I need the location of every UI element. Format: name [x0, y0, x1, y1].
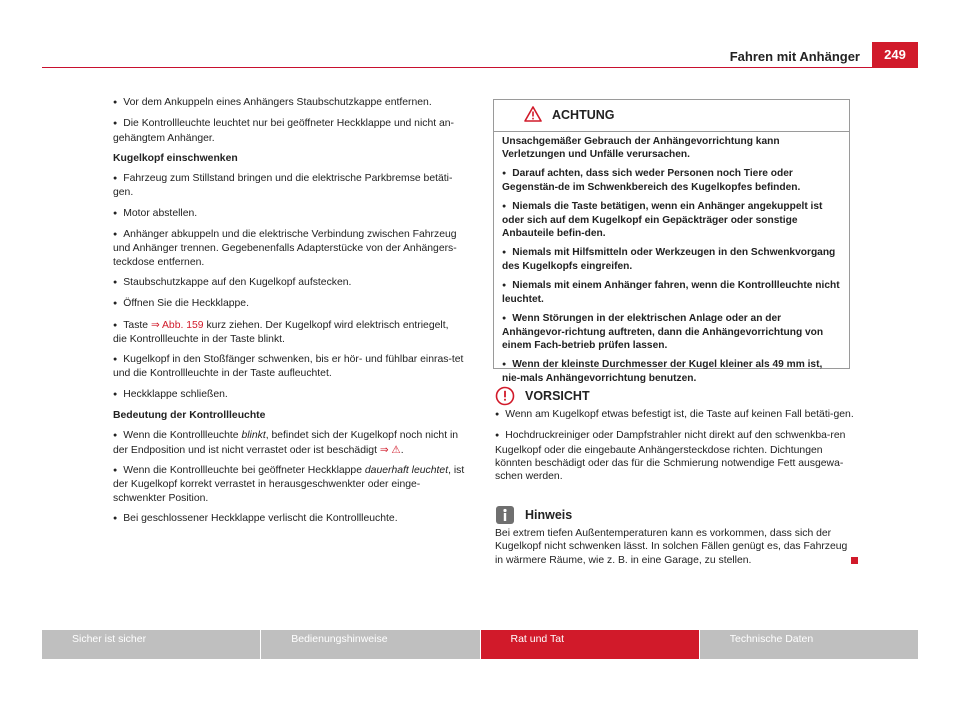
list-item: ● Die Kontrollleuchte leuchtet nur bei geöffneter Heckklappe und nicht an-gehängtem Anhänger. [113, 117, 465, 145]
list-item: ● Hochdruckreiniger oder Dampfstrahler nicht direkt auf den schwenkba-ren Kugelkopf oder die eingebaute Anhängersteckdose richten. Dichtungen könnten beschädigt oder das für die Schmierung notwendige Fett ausgewa-schen werden. [495, 429, 855, 483]
tab-bedienungshinweise[interactable]: Bedienungshinweise [261, 630, 479, 659]
list-item: ● Niemals mit Hilfsmitteln oder Werkzeugen in den Schwenkvorgang des Kugelkopfs eingreifen. [502, 246, 841, 273]
text: Wenn die Kontrollleuchte bei geöffneter Heckklappe [123, 464, 365, 476]
hinweis-header [495, 505, 855, 527]
achtung-header [494, 100, 849, 132]
warning-link[interactable]: ⇒ ⚠ [379, 444, 401, 456]
caution-circle-icon [495, 386, 515, 406]
hinweis-text: Bei extrem tiefen Außentemperaturen kann es vorkommen, dass sich der Kugelkopf nicht schwenken lässt. In solchen Fällen genügt es, das Fahrzeug in wärmere Räume, wie z. B. in eine Garage, zu stellen. [495, 528, 848, 566]
list-item: ● Öffnen Sie die Heckklappe. [113, 297, 465, 311]
emphasis: blinkt [241, 430, 266, 442]
info-icon [495, 505, 515, 525]
end-marker [851, 557, 858, 564]
list-item: ● Heckklappe schließen. [113, 388, 465, 402]
text: . [400, 444, 404, 456]
text: kurz ziehen. Der Kugelkopf wird elektrisch entriegelt, die Kontrollleuchte in der Taste blinkt. [113, 319, 449, 345]
tab-sicher-ist-sicher[interactable]: Sicher ist sicher [42, 630, 260, 659]
list-item: ● Wenn der kleinste Durchmesser der Kugel kleiner als 49 mm ist, nie-mals Anhängevorrichtung benutzen. [502, 358, 841, 385]
list-item: ● Vor dem Ankuppeln eines Anhängers Staubschutzkappe entfernen. [113, 96, 465, 110]
left-column [113, 96, 465, 533]
list-item: ● Fahrzeug zum Stillstand bringen und die elektrische Parkbremse betäti-gen. [113, 172, 465, 200]
text: Taste [123, 319, 151, 331]
list-item [113, 429, 465, 457]
tab-technische-daten[interactable]: Technische Daten [700, 630, 918, 659]
list-item [113, 464, 465, 505]
page-header [42, 42, 918, 68]
vorsicht-header [495, 386, 855, 408]
page-number: 249 [872, 42, 918, 68]
hinweis-note [495, 505, 855, 574]
list-item: ● Wenn Störungen in der elektrischen Anlage oder an der Anhängevor-richtung auftreten, dann die Anhängevorrichtung von einem Fach-betrieb prüfen lassen. [502, 312, 841, 352]
list-item: ● Kugelkopf in den Stoßfänger schwenken, bis er hör- und fühlbar einras-tet und die Kontrollleuchte in der Taste aufleuchtet. [113, 353, 465, 381]
list-item: ● Anhänger abkuppeln und die elektrische Verbindung zwischen Fahrzeug und Anhänger trennen. Gegebenenfalls Adapterstücke von der Anhängers-teckdose entfernen. [113, 228, 465, 269]
warning-triangle-icon [524, 106, 542, 122]
list-item: ● Niemals mit einem Anhänger fahren, wenn die Kontrollleuchte nicht leuchtet. [502, 279, 841, 306]
tab-rat-und-tat[interactable]: Rat und Tat [481, 630, 699, 659]
vorsicht-title: VORSICHT [525, 389, 590, 403]
emphasis: dauerhaft leuchtet [364, 464, 449, 476]
footer-nav [42, 630, 918, 659]
list-item: ● Wenn am Kugelkopf etwas befestigt ist, die Taste auf keinen Fall betäti-gen. [495, 408, 855, 422]
header-rule [42, 67, 872, 68]
list-item: ● Motor abstellen. [113, 207, 465, 221]
achtung-lead: Unsachgemäßer Gebrauch der Anhängevorrichtung kann Verletzungen und Unfälle verursachen. [502, 136, 780, 160]
achtung-body [494, 132, 849, 385]
list-item: ● Bei geschlossener Heckklappe verlischt die Kontrollleuchte. [113, 512, 465, 526]
list-item: ● Staubschutzkappe auf den Kugelkopf aufstecken. [113, 276, 465, 290]
section-heading: Kugelkopf einschwenken [113, 152, 238, 164]
text: , befindet sich der Kugelkopf noch nicht in der Endposition und ist nicht verrastet oder ist beschädigt [113, 430, 459, 456]
list-item [113, 319, 465, 347]
achtung-box [493, 99, 850, 384]
text: , ist der Kugelkopf korrekt verrastet in herausgeschwenkter oder einge-schwenkter Position. [113, 464, 465, 504]
vorsicht-note [495, 386, 855, 490]
list-item: ● Niemals die Taste betätigen, wenn ein Anhänger angekuppelt ist oder sich auf dem Kugelkopf ein Gepäckträger oder sonstige Anbauteile befin-den. [502, 200, 841, 240]
hinweis-title: Hinweis [525, 508, 573, 522]
figure-link[interactable]: ⇒ Abb. 159 [150, 319, 204, 331]
achtung-title: ACHTUNG [552, 108, 615, 122]
section-heading: Bedeutung der Kontrollleuchte [113, 410, 266, 422]
chapter-title: Fahren mit Anhänger [729, 49, 860, 64]
list-item: ● Darauf achten, dass sich weder Personen noch Tiere oder Gegenstän-de im Schwenkbereich des Kugelkopfes befinden. [502, 167, 841, 194]
text: Wenn die Kontrollleuchte [123, 430, 242, 442]
